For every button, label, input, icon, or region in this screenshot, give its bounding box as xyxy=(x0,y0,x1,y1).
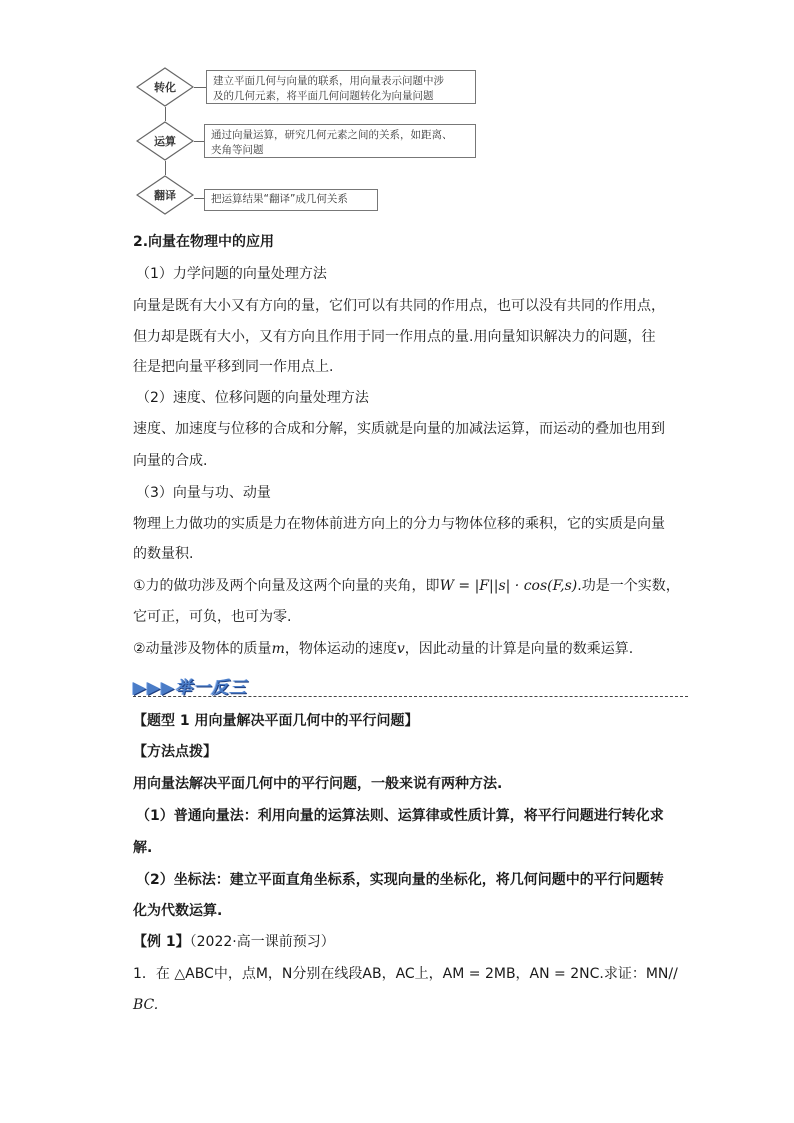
flow-box-compute xyxy=(204,124,476,158)
paragraph-line: 向量的合成. xyxy=(133,453,208,469)
method-line: 化为代数运算. xyxy=(133,903,223,919)
flow-box-translate xyxy=(204,189,378,211)
question-line: BC. xyxy=(133,997,159,1013)
text-run: ，物体运动的速度 xyxy=(284,641,397,657)
flow-step-label: 运算 xyxy=(154,135,176,148)
flow-connector xyxy=(194,198,204,199)
question-line: 1．在 △ABC中，点M，N分别在线段AB，AC上，AM = 2MB，AN = 2NC.求证：MN// xyxy=(133,966,678,982)
method-line: （1）普通向量法：利用向量的运算法则、运算律或性质计算，将平行问题进行转化求 xyxy=(136,808,664,824)
dashed-divider xyxy=(133,696,688,697)
math-m: m xyxy=(271,641,285,657)
flow-connector xyxy=(194,87,206,88)
flow-connector xyxy=(165,161,166,175)
subheading: （1）力学问题的向量处理方法 xyxy=(136,266,327,282)
paragraph-line: 它可正，可负，也可为零. xyxy=(133,609,292,625)
flow-box-convert xyxy=(206,70,476,104)
paragraph-line: 但力却是既有大小，又有方向且作用于同一作用点的量.用向量知识解决力的问题，往 xyxy=(133,329,656,345)
math-v: v xyxy=(396,641,405,657)
type-title: 【题型 1 用向量解决平面几何中的平行问题】 xyxy=(133,713,419,729)
work-formula: W = |F||s| · cos(F,s) xyxy=(439,578,578,594)
flow-diamond-compute xyxy=(136,121,194,161)
flow-box-text: 通过向量运算，研究几何元素之间的关系，如距离、 xyxy=(211,129,453,141)
paragraph-line: 物理上力做功的实质是力在物体前进方向上的分力与物体位移的乘积，它的实质是向量 xyxy=(133,516,665,532)
example-tag: 【例 1】 xyxy=(133,934,190,950)
paragraph-line xyxy=(133,639,633,659)
flow-connector xyxy=(194,141,204,142)
flow-box-text: 建立平面几何与向量的联系，用向量表示问题中涉 xyxy=(213,75,444,87)
method-line: （2）坐标法：建立平面直角坐标系，实现向量的坐标化，将几何问题中的平行问题转 xyxy=(136,872,664,888)
method-line: 解. xyxy=(133,840,153,856)
flow-connector xyxy=(165,107,166,121)
method-intro: 用向量法解决平面几何中的平行问题，一般来说有两种方法. xyxy=(133,776,503,792)
paragraph-line: 向量是既有大小又有方向的量，它们可以有共同的作用点，也可以没有共同的作用点， xyxy=(133,298,665,314)
paragraph-line: 速度、加速度与位移的合成和分解，实质就是向量的加减法运算，而运动的叠加也用到 xyxy=(133,421,665,437)
text-run: ，因此动量的计算是向量的数乘运算. xyxy=(404,641,634,657)
subheading: （3）向量与功、动量 xyxy=(136,485,271,501)
paragraph-line: 往是把向量平移到同一作用点上. xyxy=(133,359,334,375)
text-run: ②动量涉及物体的质量 xyxy=(133,641,272,657)
example-source: （2022·高一课前预习） xyxy=(189,934,335,950)
text-run: ①力的做功涉及两个向量及这两个向量的夹角，即 xyxy=(133,578,440,594)
subheading: （2）速度、位移问题的向量处理方法 xyxy=(136,390,369,406)
flow-box-text: 夹角等问题 xyxy=(211,144,264,156)
method-heading: 【方法点拨】 xyxy=(133,744,217,760)
example-header xyxy=(133,932,335,952)
text-run: .功是一个实数， xyxy=(577,578,680,594)
paragraph-line xyxy=(133,576,680,596)
flow-box-text: 把运算结果“翻译”成几何关系 xyxy=(211,193,348,205)
flow-step-label: 转化 xyxy=(154,81,176,94)
flow-box-text: 及的几何元素，将平面几何问题转化为向量问题 xyxy=(213,90,434,102)
paragraph-line: 的数量积. xyxy=(133,546,194,562)
section-banner xyxy=(133,673,688,697)
flow-diamond-translate xyxy=(136,175,194,215)
flow-diamond-convert xyxy=(136,67,194,107)
flow-step-label: 翻译 xyxy=(154,189,176,202)
section-heading: 2.向量在物理中的应用 xyxy=(133,234,275,250)
banner-title: ▶▶▶举一反三 xyxy=(133,678,248,698)
